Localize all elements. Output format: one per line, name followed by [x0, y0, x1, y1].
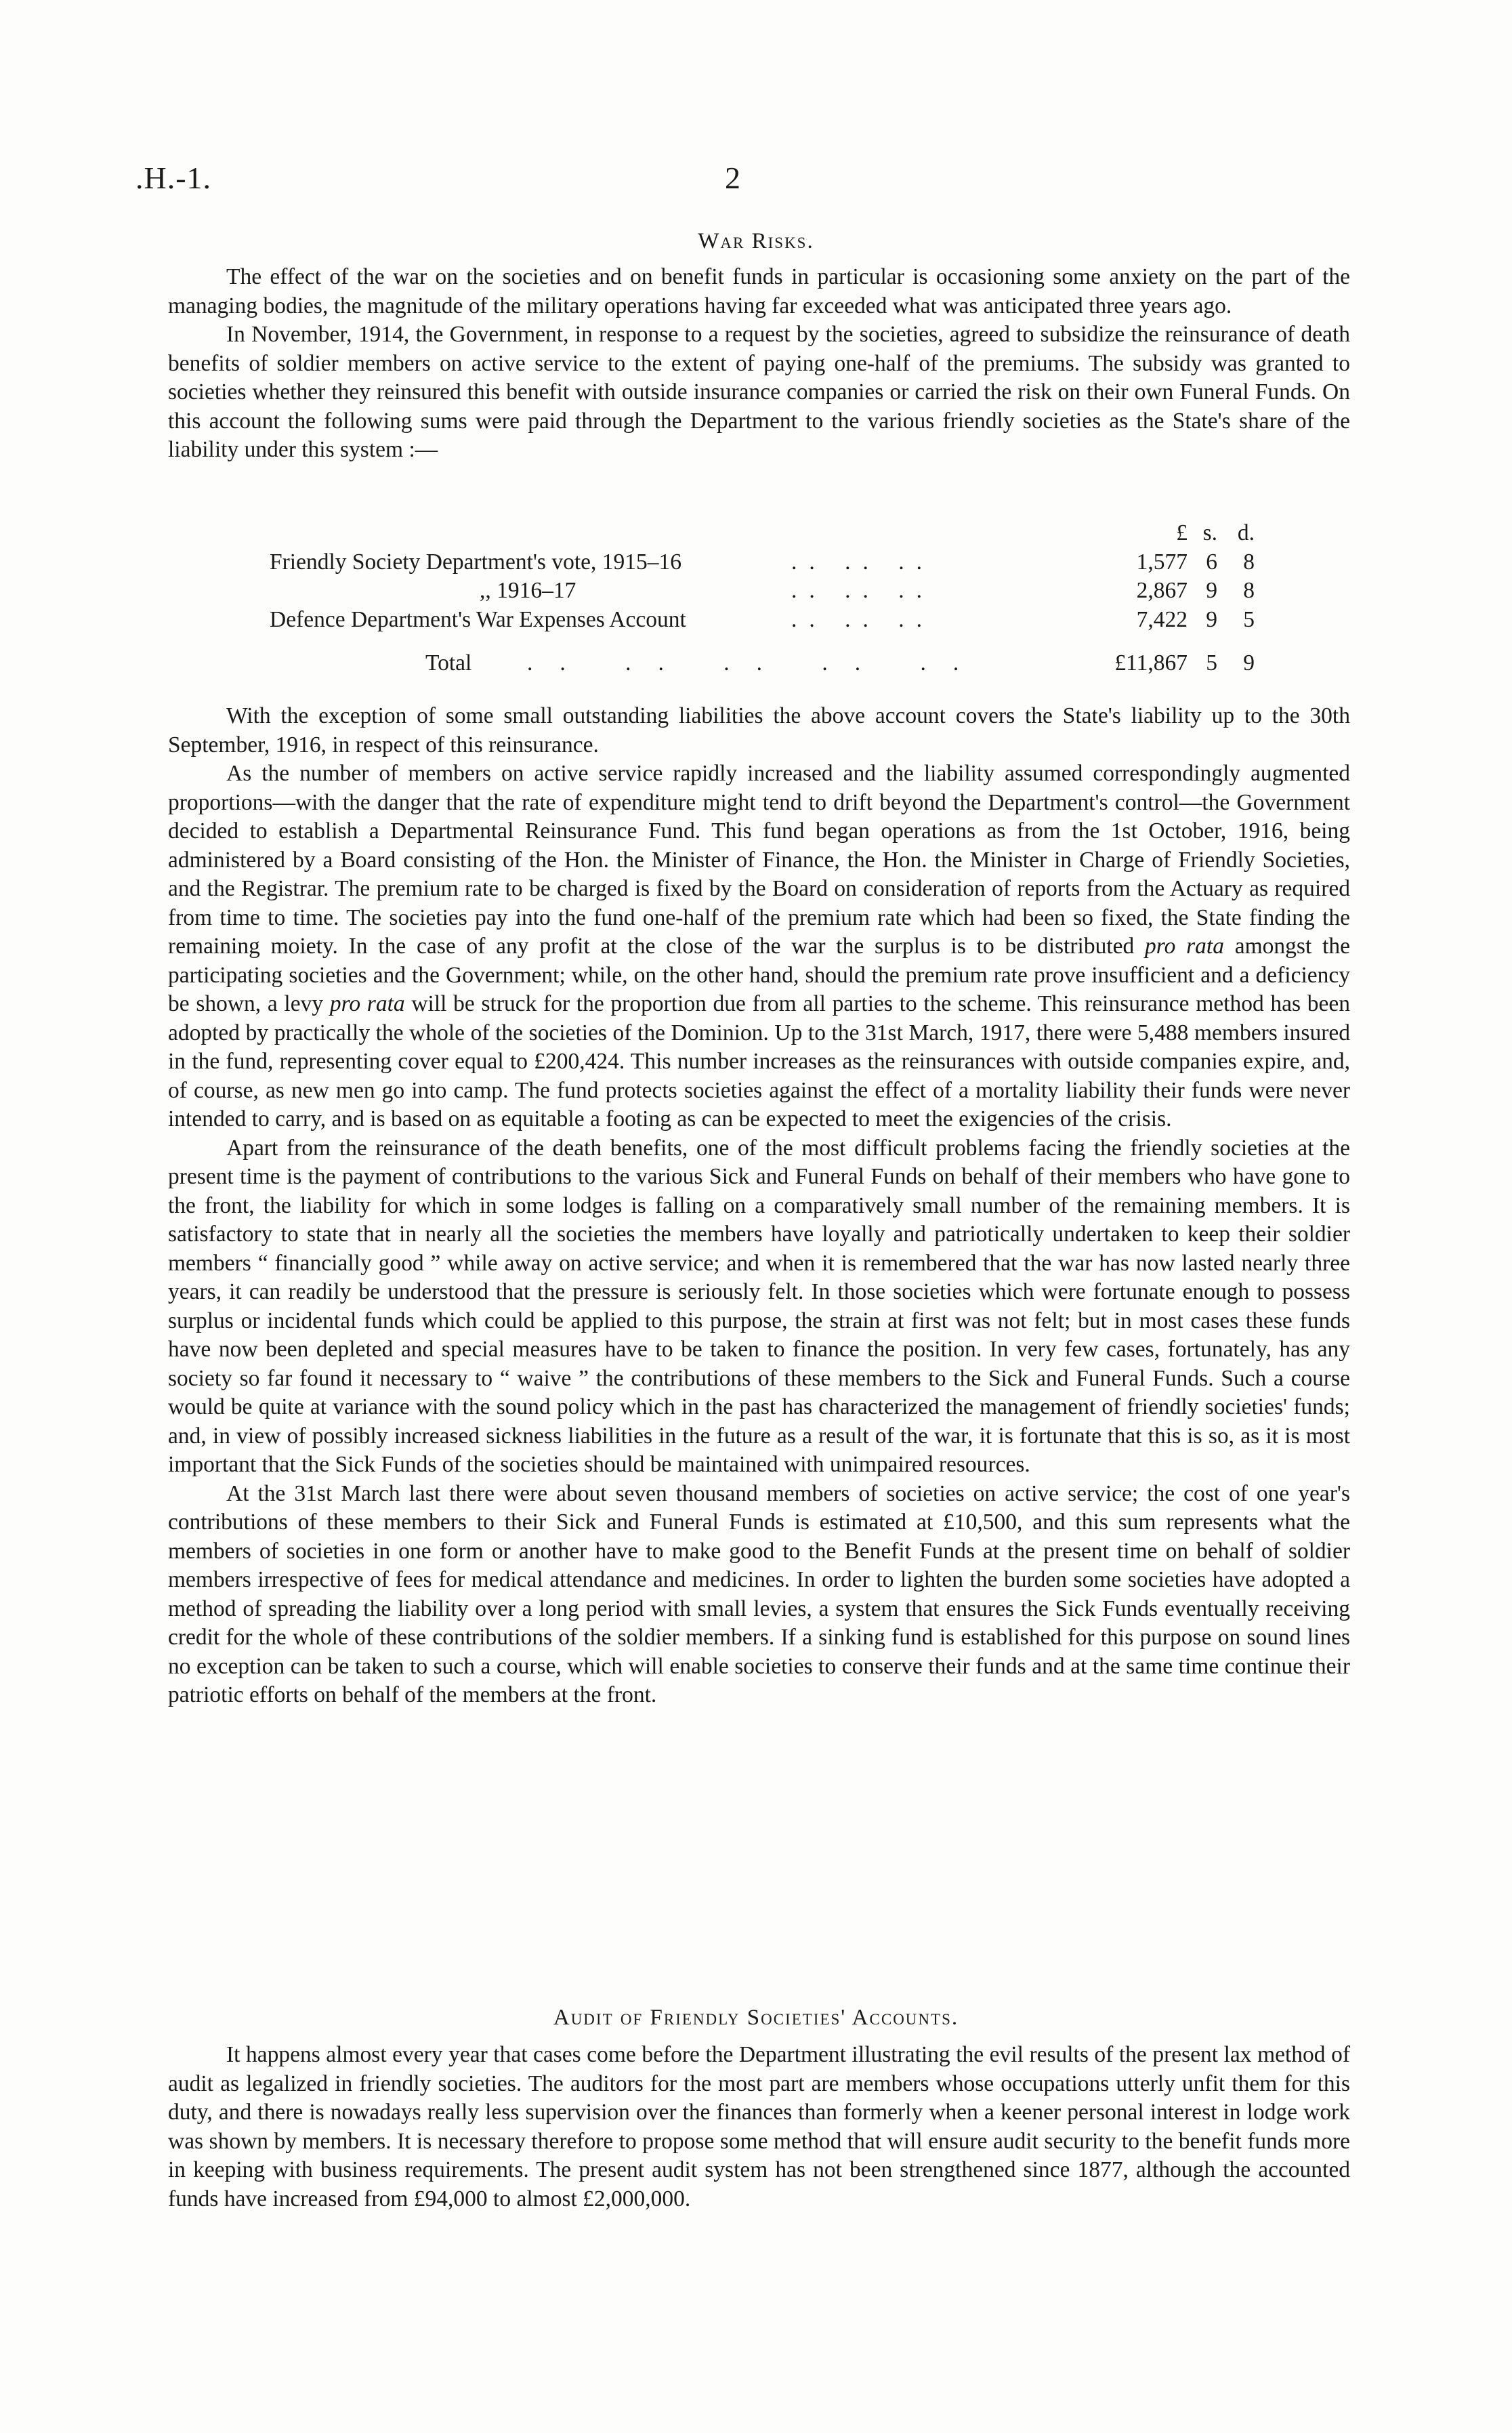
leader-dots: .. .. ..: [791, 578, 934, 603]
leader-dots: .. .. ..: [791, 606, 934, 632]
shillings-header: s.: [1202, 520, 1217, 545]
paragraph-reinsurance-fund: As the number of members on active service rapidly increased and the liability assumed correspondingly augmented proportions—with the danger that the rate of expenditure might tend to drift beyond the Department's control—the Government decided to establish a Departmental Reinsurance Fund. This fund began operations as from the 1st October, 1916, being administered by a Board consisting of the Hon. the Minister of Finance, the Hon. the Minister in Charge of Friendly Societies, and the Registrar. The premium rate to be charged is fixed by the Board on consideration of reports from the Actuary as required from time to time. The societies pay into the fund one-half of the premium rate which had been so fixed, the State finding the remaining moiety. In the case of any profit at the close of the war the surplus is to be distributed pro rata amongst the participating societies and the Government; while, on the other hand, should the premium rate prove insufficient and a deficiency be shown, a levy pro rata will be struck for the proportion due from all parties to the scheme. This reinsurance method has been adopted by practically the whole of the societies of the Dominion. Up to the 31st March, 1917, there were 5,488 members insured in the fund, representing cover equal to £200,424. This number increases as the reinsurances with outside companies expire, and, of course, as new men go into camp. The fund protects societies against the effect of a mortality liability their funds were never intended to carry, and is based on as equitable a footing as can be expected to meet the exigencies of the crisis.: [168, 761, 1350, 1131]
total-pounds: £11,867: [1114, 650, 1188, 675]
payments-table: [168, 519, 1350, 678]
audit-body: [168, 2041, 1350, 2213]
table-total-row: [168, 649, 1350, 678]
shillings-value: 9: [1206, 606, 1217, 632]
paragraph: The effect of the war on the societies and on benefit funds in particular is occasioning some anxiety on the part of the managing bodies, the magnitude of the military operations having far exceeded what was anticipated three years ago.: [168, 264, 1350, 318]
paragraph: In November, 1914, the Government, in response to a request by the societies, agreed to subsidize the reinsurance of death benefits of soldier members on active service to the extent of paying one-half of the premiums. The subsidy was granted to societies whether they reinsured this benefit with outside insurance companies or carried the risk on their own Funeral Funds. On this account the following sums were paid through the Department to the various friendly societies as the State's share of the liability under this system :—: [168, 322, 1350, 462]
table-header-row: [168, 519, 1350, 548]
leader-dots: .. .. ..: [791, 549, 934, 575]
page-header: [0, 160, 1512, 201]
pence-value: 5: [1243, 606, 1255, 632]
total-label: Total: [425, 650, 472, 675]
row-label: Friendly Society Department's vote, 1915–16: [270, 549, 682, 575]
pounds-header: £: [1176, 520, 1188, 545]
war-risks-body: [168, 702, 1350, 1710]
paragraph: With the exception of some small outstanding liabilities the above account covers the State's liability up to the 30th September, 1916, in respect of this reinsurance.: [168, 703, 1350, 757]
paragraph: At the 31st March last there were about seven thousand members of societies on active service; the cost of one year's contributions of these members to their Sick and Funeral Funds is estimated at £10,500, and this sum represents what the members of societies in one form or another have to make good to the Benefit Funds at the present time on behalf of soldier members irrespective of fees for medical attendance and medicines. In order to lighten the burden some societies have adopted a method of spreading the liability over a long period with small levies, a system that ensures the Sick Funds eventually receiving credit for the whole of these contributions of the soldier members. If a sinking fund is established for this purpose on sound lines no exception can be taken to such a course, which will enable societies to conserve their funds and at the same time continue their patriotic efforts on behalf of the members at the front.: [168, 1480, 1350, 1707]
pounds-value: 1,577: [1136, 549, 1188, 575]
war-risks-intro: [168, 263, 1350, 465]
pounds-value: 2,867: [1136, 578, 1188, 603]
paragraph: It happens almost every year that cases come before the Department illustrating the evil results of the present lax method of audit as legalized in friendly societies. The auditors for the most part are members whose occupations utterly unfit them for this duty, and there is nowadays really less supervision over the finances than formerly when a keener personal interest in lodge work was shown by members. It is necessary therefore to propose some method that will ensure audit security to the benefit funds more in keeping with business requirements. The present audit system has not been strengthened since 1877, although the accounted funds have increased from £94,000 to almost £2,000,000.: [168, 2042, 1350, 2211]
total-pence: 9: [1243, 650, 1255, 675]
document-reference: .H.-1.: [135, 161, 212, 195]
table-row: [168, 577, 1350, 606]
total-shillings: 5: [1206, 650, 1217, 675]
pence-header: d.: [1237, 520, 1255, 545]
page-number: 2: [725, 161, 740, 195]
leader-dots: .. .. .. .. ..: [527, 650, 986, 675]
pence-value: 8: [1243, 549, 1255, 575]
paragraph: Apart from the reinsurance of the death benefits, one of the most difficult problems facing the friendly societies at the present time is the payment of contributions to the various Sick and Funeral Funds on behalf of their members who have gone to the front, the liability for which in some lodges is falling on a comparatively small number of the remaining members. It is satisfactory to state that in nearly all the societies the members have loyally and patriotically undertaken to keep their soldier members “ financially good ” while away on active service; and when it is remembered that the war has now lasted nearly three years, it can readily be understood that the pressure is seriously felt. In those societies which were fortunate enough to possess surplus or incidental funds which could be applied to this purpose, the strain at first was not felt; but in most cases these funds have now been depleted and special measures have to be taken to finance the position. In very few cases, fortunately, has any society so far found it necessary to “ waive ” the contributions of these members to the Sick and Funeral Funds. Such a course would be quite at variance with the sound policy which in the past has characterized the management of friendly societies' funds; and, in view of possibly increased sickness liabilities in the future as a result of the war, it is fortunate that this is so, as it is most important that the Sick Funds of the societies should be maintained with unimpaired resources.: [168, 1135, 1350, 1477]
section-heading-war-risks: War Risks.: [698, 229, 814, 253]
row-label: ,, 1916–17: [480, 578, 576, 603]
pounds-value: 7,422: [1136, 606, 1188, 632]
row-label: Defence Department's War Expenses Account: [270, 606, 686, 632]
shillings-value: 9: [1206, 578, 1217, 603]
section-heading-audit: Audit of Friendly Societies' Accounts.: [553, 2005, 959, 2030]
shillings-value: 6: [1206, 549, 1217, 575]
table-row: [168, 606, 1350, 635]
table-row: [168, 548, 1350, 577]
pence-value: 8: [1243, 578, 1255, 603]
